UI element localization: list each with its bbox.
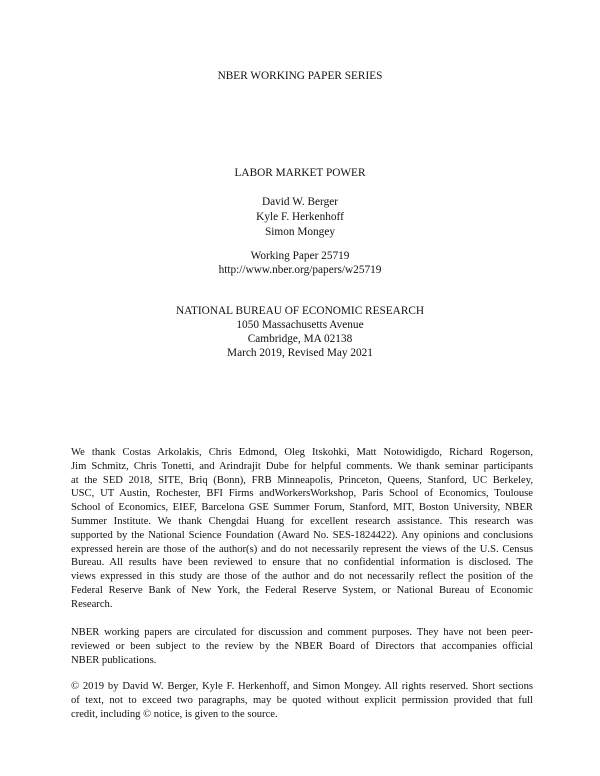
text-line: Federal Reserve Bank of New York, the Federal Reserve System, or National Bureau of Economic	[71, 584, 533, 596]
text-line: USC, UT Austin, Rochester, BFI Firms andWorkersWorkshop, Paris School of Economics, Toulouse	[71, 488, 533, 500]
institution-street: 1050 Massachusetts Avenue	[236, 319, 364, 331]
text-line: views expressed in this study are those of the author and do not necessarily reflect the position of the	[71, 571, 533, 583]
text-line: reviewed or been subject to the review by the NBER Board of Directors that accompanies official	[71, 640, 533, 652]
text-line: of text, not to exceed two paragraphs, may be quoted without explicit permission provided that full	[71, 694, 533, 706]
text-line: Research.	[71, 598, 113, 610]
acknowledgments-paragraph	[71, 446, 533, 612]
text-line: We thank Costas Arkolakis, Chris Edmond, Oleg Itskohki, Matt Notowidigdo, Richard Rogerson,	[71, 447, 533, 458]
publication-date: March 2019, Revised May 2021	[227, 347, 373, 359]
author-name: Kyle F. Herkenhoff	[256, 211, 344, 223]
author-name: Simon Mongey	[265, 226, 335, 238]
institution-city: Cambridge, MA 02138	[247, 333, 353, 345]
text-line: © 2019 by David W. Berger, Kyle F. Herkenhoff, and Simon Mongey. All rights reserved. Short sections	[71, 681, 533, 692]
text-line: expressed herein are those of the author(s) and do not necessarily represent the views of the U.S. Census	[71, 543, 533, 555]
copyright-paragraph	[71, 680, 533, 721]
text-line: Jim Schmitz, Chris Tonetti, and Arindrajit Dube for helpful comments. We thank seminar participants	[71, 460, 533, 472]
text-line: supported by the National Science Foundation (Award No. SES-1824422). Any opinions and conclusions	[71, 529, 533, 541]
text-line: Bureau. All results have been reviewed to ensure that no confidential information is disclosed. The	[71, 557, 533, 569]
text-line: Summer Institute. We thank Chengdai Huang for excellent research assistance. This research was	[71, 515, 533, 527]
text-line: School of Economics, EIEF, Barcelona GSE Summer Forum, Stanford, MIT, Boston University, NBER	[71, 502, 533, 514]
text-line: NBER publications.	[71, 654, 157, 666]
disclaimer-paragraph	[71, 626, 533, 667]
working-paper-number: Working Paper 25719	[250, 250, 350, 262]
institution-name: NATIONAL BUREAU OF ECONOMIC RESEARCH	[175, 305, 425, 317]
paper-title: LABOR MARKET POWER	[234, 167, 366, 179]
author-name: David W. Berger	[261, 196, 339, 208]
text-line: NBER working papers are circulated for discussion and comment purposes. They have not been peer-	[71, 627, 533, 638]
working-paper-url[interactable]: http://www.nber.org/papers/w25719	[218, 264, 382, 276]
series-title: NBER WORKING PAPER SERIES	[217, 70, 383, 82]
text-line: at the SED 2018, SITE, Briq (Bonn), FRB Minneapolis, Princeton, Queens, Stanford, UC Berkeley,	[71, 474, 533, 486]
text-line: credit, including © notice, is given to the source.	[71, 708, 278, 720]
